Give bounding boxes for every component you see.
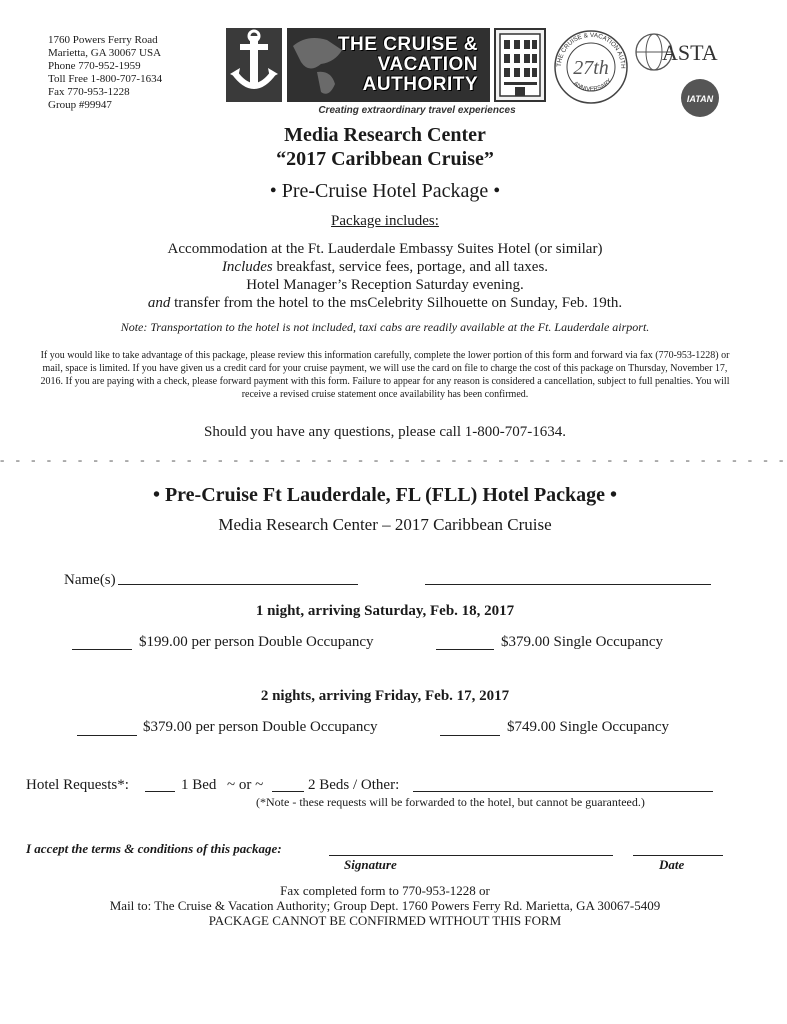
address-city: Marietta, GA 30067 USA: [48, 47, 162, 59]
includes-line-4: and transfer from the hotel to the msCelebrity Silhouette on Sunday, Feb. 19th.: [147, 295, 623, 311]
iatan-logo: [680, 78, 720, 118]
page-title: Media Research Center: [284, 124, 486, 146]
footer-warning: PACKAGE CANNOT BE CONFIRMED WITHOUT THIS FORM: [208, 913, 562, 928]
opt1-double-blank[interactable]: [72, 649, 132, 650]
package-title: • Pre-Cruise Hotel Package •: [269, 180, 501, 202]
cut-line-separator: - - - - - - - - - - - - - - - - - - - - - - - - - - - - - - - - - - - - - - - - - - - - - - - - - - -: [0, 452, 787, 467]
fine-print: If you would like to take advantage of this package, please review this information carefully, complete the lower portion of this form and forward via fax (770-953-1228) or mail, space is limited. If you have given us a credit card for your cruise payment, we will use the card on file to charge the cost of this package on Thursday, November 17, 2016. If you are paying with a check, please forward payment with this form. Failure to appear for any reason is considered a cancellation, subject to full penalties. You will receive a revised cruise statement once availability has been confirmed.: [40, 350, 730, 400]
name-field-1[interactable]: [118, 584, 358, 585]
opt1-single-blank[interactable]: [436, 649, 494, 650]
page-subtitle: “2017 Caribbean Cruise”: [276, 148, 494, 170]
iatan-text: IATAN: [686, 94, 714, 104]
requests-note: (*Note - these requests will be forwarded to the hotel, but cannot be guaranteed.): [256, 795, 645, 809]
opt2-single-label: $749.00 Single Occupancy: [507, 719, 670, 735]
questions-line: Should you have any questions, please call 1-800-707-1634.: [203, 424, 566, 440]
opt1-single-label: $379.00 Single Occupancy: [501, 634, 664, 650]
seal-top-text: THE CRUISE & VACATION AUTH: [555, 31, 627, 69]
one-bed-blank[interactable]: [145, 791, 175, 792]
brand-line-1: THE CRUISE &: [337, 34, 478, 55]
anchor-logo-icon: [226, 28, 282, 102]
transport-note: Note: Transportation to the hotel is not included, taxi cabs are readily available at the Ft. Lauderdale airport.: [120, 320, 650, 334]
one-bed-label: 1 Bed: [181, 777, 217, 793]
opt2-single-blank[interactable]: [440, 735, 500, 736]
opt2-double-label: $379.00 per person Double Occupancy: [143, 719, 378, 735]
package-includes-heading: Package includes:: [331, 213, 439, 229]
address-phone: Phone 770-952-1959: [48, 60, 141, 72]
address-fax: Fax 770-953-1228: [48, 86, 130, 98]
two-beds-label: 2 Beds / Other:: [308, 777, 400, 793]
address-toll-free: Toll Free 1-800-707-1634: [48, 73, 163, 85]
two-beds-blank[interactable]: [272, 791, 304, 792]
includes-line-3: Hotel Manager’s Reception Saturday evening.: [246, 277, 524, 293]
brand-logo: [287, 28, 490, 102]
brand-line-2: VACATION: [377, 54, 478, 75]
asta-text: ASTA: [662, 40, 718, 65]
footer-mail: Mail to: The Cruise & Vacation Authority; Group Dept. 1760 Powers Ferry Rd. Marietta, GA 30067-5409: [109, 898, 661, 913]
date-caption: Date: [659, 857, 685, 872]
brand-tagline: Creating extraordinary travel experiences: [318, 105, 516, 116]
or-label: ~ or ~: [227, 777, 264, 793]
agency-address: [48, 34, 162, 112]
option-1-heading: 1 night, arriving Saturday, Feb. 18, 2017: [255, 603, 515, 619]
opt2-double-blank[interactable]: [77, 735, 137, 736]
form-title: • Pre-Cruise Ft Lauderdale, FL (FLL) Hotel Package •: [152, 484, 618, 506]
hotel-requests-label: Hotel Requests*:: [26, 777, 129, 793]
signature-field[interactable]: [329, 855, 613, 856]
accept-terms-label: I accept the terms & conditions of this package:: [26, 841, 282, 856]
opt1-double-label: $199.00 per person Double Occupancy: [139, 634, 374, 650]
brand-line-3: AUTHORITY: [362, 74, 478, 95]
address-street: 1760 Powers Ferry Road: [48, 34, 158, 46]
includes-line-1: Accommodation at the Ft. Lauderdale Embassy Suites Hotel (or similar): [167, 241, 603, 257]
option-2-heading: 2 nights, arriving Friday, Feb. 17, 2017: [260, 688, 510, 704]
date-field[interactable]: [633, 855, 723, 856]
name-field-2[interactable]: [425, 584, 711, 585]
includes-line-2: Includes breakfast, service fees, portage, and all taxes.: [221, 259, 549, 275]
asta-logo: [632, 30, 718, 80]
anniversary-seal-icon: [552, 28, 630, 106]
names-label: Name(s): [64, 572, 116, 588]
seal-bottom-text: ANNIVERSARY: [571, 78, 614, 93]
form-subtitle: Media Research Center – 2017 Caribbean Cruise: [218, 515, 552, 534]
building-icon: [494, 28, 546, 102]
address-group: Group #99947: [48, 99, 112, 111]
seal-number: 27th: [573, 57, 609, 79]
other-request-field[interactable]: [413, 791, 713, 792]
signature-caption: Signature: [344, 857, 397, 872]
footer-fax: Fax completed form to 770-953-1228 or: [280, 883, 490, 898]
